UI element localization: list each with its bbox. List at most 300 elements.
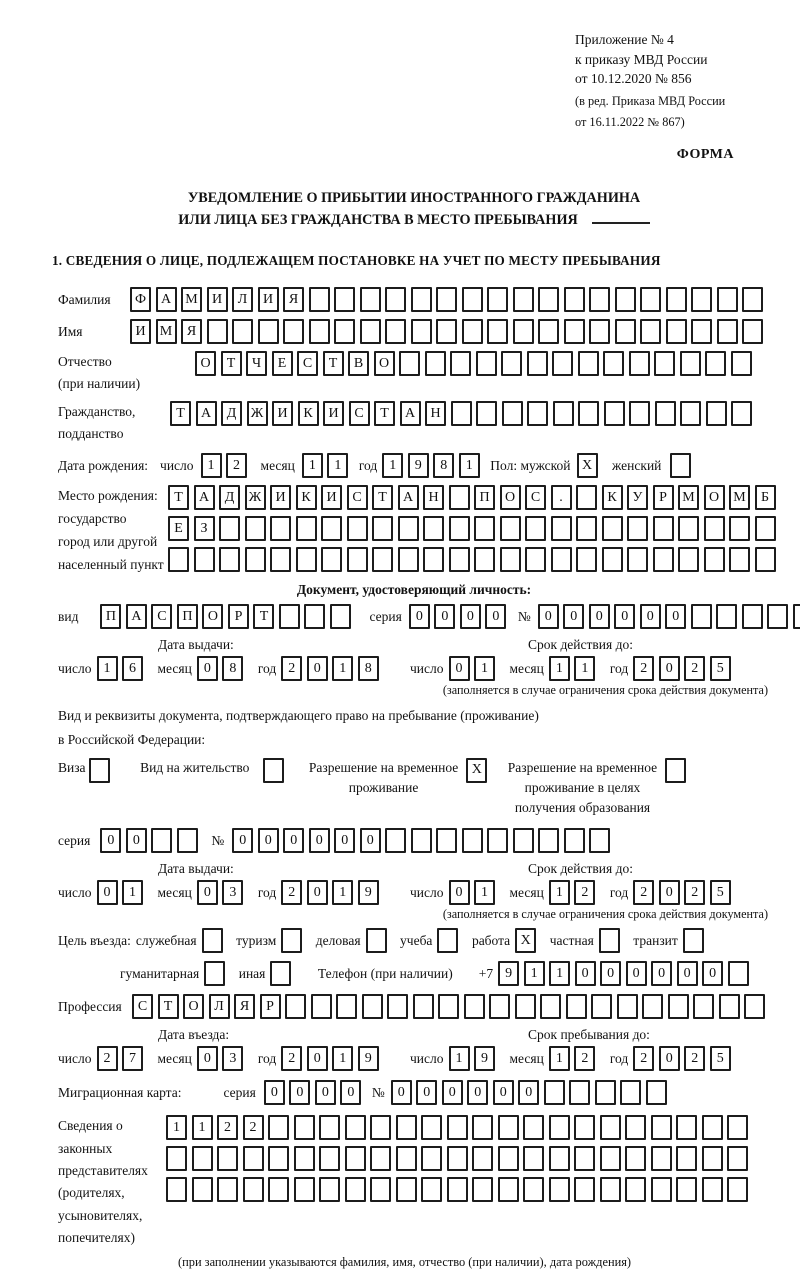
residence-permit-checkbox[interactable] <box>263 758 289 783</box>
char-box[interactable]: 0 <box>100 828 121 853</box>
citizenship-boxes[interactable] <box>170 401 757 426</box>
char-box[interactable] <box>589 319 610 344</box>
char-box[interactable]: М <box>181 287 202 312</box>
char-box[interactable]: И <box>270 485 291 510</box>
char-box[interactable] <box>538 287 559 312</box>
char-box[interactable] <box>615 319 636 344</box>
char-box[interactable] <box>642 994 663 1019</box>
char-box[interactable] <box>281 928 302 953</box>
doc-series-boxes[interactable] <box>409 604 511 629</box>
char-box[interactable]: X <box>515 928 536 953</box>
char-box[interactable]: 1 <box>549 1046 570 1071</box>
char-box[interactable] <box>640 319 661 344</box>
char-box[interactable] <box>285 994 306 1019</box>
residence-number-boxes[interactable] <box>232 828 615 853</box>
char-box[interactable] <box>693 994 714 1019</box>
entry-year[interactable] <box>281 1046 383 1071</box>
char-box[interactable] <box>462 319 483 344</box>
sex-male-checkbox[interactable] <box>577 453 603 478</box>
char-box[interactable]: 5 <box>710 880 731 905</box>
doc-type-boxes[interactable] <box>100 604 355 629</box>
char-box[interactable] <box>564 828 585 853</box>
char-box[interactable] <box>500 516 521 541</box>
char-box[interactable] <box>564 319 585 344</box>
char-box[interactable]: Я <box>283 287 304 312</box>
char-box[interactable]: 0 <box>677 961 698 986</box>
char-box[interactable] <box>334 319 355 344</box>
char-box[interactable] <box>515 994 536 1019</box>
char-box[interactable]: Т <box>168 485 189 510</box>
char-box[interactable] <box>549 1115 570 1140</box>
char-box[interactable]: 0 <box>460 604 481 629</box>
char-box[interactable]: 0 <box>307 880 328 905</box>
char-box[interactable] <box>523 1115 544 1140</box>
char-box[interactable] <box>450 351 471 376</box>
char-box[interactable]: 7 <box>122 1046 143 1071</box>
char-box[interactable] <box>449 547 470 572</box>
char-box[interactable] <box>498 1177 519 1202</box>
char-box[interactable]: 0 <box>659 656 680 681</box>
char-box[interactable]: Д <box>219 485 240 510</box>
purpose-other-checkbox[interactable] <box>270 961 296 986</box>
birthplace-row3-boxes[interactable] <box>168 547 780 572</box>
residence-valid-day[interactable] <box>449 880 500 905</box>
char-box[interactable] <box>413 994 434 1019</box>
char-box[interactable] <box>666 287 687 312</box>
char-box[interactable] <box>421 1115 442 1140</box>
char-box[interactable]: С <box>151 604 172 629</box>
sex-female-checkbox[interactable] <box>670 453 696 478</box>
char-box[interactable] <box>411 828 432 853</box>
char-box[interactable]: К <box>298 401 319 426</box>
char-box[interactable] <box>651 1146 672 1171</box>
char-box[interactable] <box>425 351 446 376</box>
char-box[interactable]: С <box>349 401 370 426</box>
char-box[interactable] <box>653 516 674 541</box>
char-box[interactable] <box>678 516 699 541</box>
char-box[interactable] <box>321 547 342 572</box>
char-box[interactable] <box>706 401 727 426</box>
char-box[interactable]: 1 <box>549 961 570 986</box>
patronymic-boxes[interactable] <box>195 351 756 376</box>
char-box[interactable] <box>627 547 648 572</box>
char-box[interactable] <box>704 516 725 541</box>
char-box[interactable] <box>549 1177 570 1202</box>
char-box[interactable]: 0 <box>626 961 647 986</box>
char-box[interactable] <box>449 516 470 541</box>
char-box[interactable] <box>151 828 172 853</box>
char-box[interactable] <box>462 828 483 853</box>
char-box[interactable]: 5 <box>710 656 731 681</box>
char-box[interactable]: 2 <box>684 656 705 681</box>
char-box[interactable] <box>204 961 225 986</box>
char-box[interactable]: Т <box>170 401 191 426</box>
char-box[interactable]: 2 <box>633 880 654 905</box>
char-box[interactable]: 1 <box>166 1115 187 1140</box>
char-box[interactable]: М <box>729 485 750 510</box>
char-box[interactable] <box>538 828 559 853</box>
char-box[interactable] <box>793 604 800 629</box>
char-box[interactable] <box>476 401 497 426</box>
char-box[interactable] <box>589 287 610 312</box>
char-box[interactable]: 0 <box>289 1080 310 1105</box>
char-box[interactable] <box>423 516 444 541</box>
char-box[interactable] <box>525 547 546 572</box>
char-box[interactable] <box>243 1146 264 1171</box>
char-box[interactable] <box>538 319 559 344</box>
char-box[interactable]: А <box>156 287 177 312</box>
char-box[interactable] <box>670 453 691 478</box>
char-box[interactable] <box>549 1146 570 1171</box>
char-box[interactable] <box>89 758 110 783</box>
char-box[interactable] <box>527 351 548 376</box>
birthplace-row2-boxes[interactable] <box>168 516 780 541</box>
char-box[interactable]: М <box>156 319 177 344</box>
residence-issue-day[interactable] <box>97 880 148 905</box>
char-box[interactable] <box>370 1115 391 1140</box>
char-box[interactable] <box>309 287 330 312</box>
char-box[interactable]: 0 <box>493 1080 514 1105</box>
char-box[interactable] <box>436 287 457 312</box>
char-box[interactable]: 1 <box>327 453 348 478</box>
char-box[interactable]: О <box>195 351 216 376</box>
char-box[interactable] <box>447 1177 468 1202</box>
char-box[interactable] <box>651 1177 672 1202</box>
char-box[interactable]: 0 <box>283 828 304 853</box>
char-box[interactable]: 0 <box>449 880 470 905</box>
char-box[interactable]: 8 <box>358 656 379 681</box>
char-box[interactable]: Ф <box>130 287 151 312</box>
char-box[interactable] <box>625 1146 646 1171</box>
char-box[interactable] <box>283 319 304 344</box>
char-box[interactable]: 0 <box>360 828 381 853</box>
char-box[interactable] <box>620 1080 641 1105</box>
char-box[interactable]: К <box>296 485 317 510</box>
residence-issue-month[interactable] <box>197 880 248 905</box>
char-box[interactable] <box>489 994 510 1019</box>
char-box[interactable] <box>716 604 737 629</box>
char-box[interactable]: 0 <box>600 961 621 986</box>
char-box[interactable]: О <box>183 994 204 1019</box>
char-box[interactable] <box>600 1146 621 1171</box>
char-box[interactable] <box>268 1177 289 1202</box>
char-box[interactable] <box>472 1177 493 1202</box>
char-box[interactable] <box>194 547 215 572</box>
char-box[interactable]: 9 <box>358 880 379 905</box>
char-box[interactable] <box>629 401 650 426</box>
char-box[interactable]: 2 <box>574 1046 595 1071</box>
char-box[interactable] <box>617 994 638 1019</box>
char-box[interactable]: А <box>194 485 215 510</box>
char-box[interactable] <box>676 1177 697 1202</box>
char-box[interactable] <box>360 319 381 344</box>
identity-issue-month[interactable] <box>197 656 248 681</box>
char-box[interactable]: О <box>704 485 725 510</box>
char-box[interactable] <box>423 547 444 572</box>
char-box[interactable] <box>576 516 597 541</box>
char-box[interactable] <box>345 1146 366 1171</box>
char-box[interactable] <box>574 1146 595 1171</box>
char-box[interactable] <box>615 287 636 312</box>
char-box[interactable] <box>396 1146 417 1171</box>
char-box[interactable]: В <box>348 351 369 376</box>
identity-issue-day[interactable] <box>97 656 148 681</box>
char-box[interactable] <box>501 351 522 376</box>
birthplace-row1-boxes[interactable] <box>168 485 780 510</box>
char-box[interactable] <box>270 516 291 541</box>
char-box[interactable]: 0 <box>197 656 218 681</box>
char-box[interactable] <box>462 287 483 312</box>
char-box[interactable] <box>513 319 534 344</box>
char-box[interactable] <box>447 1146 468 1171</box>
char-box[interactable] <box>268 1146 289 1171</box>
identity-issue-year[interactable] <box>281 656 383 681</box>
char-box[interactable]: А <box>400 401 421 426</box>
char-box[interactable] <box>564 287 585 312</box>
char-box[interactable] <box>243 1177 264 1202</box>
char-box[interactable] <box>345 1115 366 1140</box>
char-box[interactable]: 1 <box>332 880 353 905</box>
char-box[interactable] <box>599 928 620 953</box>
residence-valid-year[interactable] <box>633 880 735 905</box>
char-box[interactable] <box>268 1115 289 1140</box>
char-box[interactable]: Я <box>181 319 202 344</box>
char-box[interactable]: А <box>398 485 419 510</box>
char-box[interactable] <box>319 1115 340 1140</box>
char-box[interactable]: И <box>207 287 228 312</box>
char-box[interactable] <box>742 287 763 312</box>
char-box[interactable]: Т <box>253 604 274 629</box>
char-box[interactable] <box>436 319 457 344</box>
char-box[interactable]: 0 <box>309 828 330 853</box>
stay-day[interactable] <box>449 1046 500 1071</box>
char-box[interactable]: 0 <box>640 604 661 629</box>
char-box[interactable] <box>294 1115 315 1140</box>
char-box[interactable]: Б <box>755 485 776 510</box>
doc-number-boxes[interactable] <box>538 604 800 629</box>
char-box[interactable] <box>347 516 368 541</box>
char-box[interactable]: 3 <box>222 880 243 905</box>
char-box[interactable] <box>691 604 712 629</box>
char-box[interactable] <box>544 1080 565 1105</box>
char-box[interactable] <box>396 1177 417 1202</box>
char-box[interactable] <box>640 287 661 312</box>
char-box[interactable] <box>574 1115 595 1140</box>
char-box[interactable] <box>625 1177 646 1202</box>
char-box[interactable] <box>523 1177 544 1202</box>
char-box[interactable] <box>319 1146 340 1171</box>
char-box[interactable]: 0 <box>334 828 355 853</box>
char-box[interactable]: 1 <box>382 453 403 478</box>
char-box[interactable] <box>702 1177 723 1202</box>
char-box[interactable]: 1 <box>459 453 480 478</box>
char-box[interactable]: 0 <box>665 604 686 629</box>
char-box[interactable]: 1 <box>302 453 323 478</box>
char-box[interactable] <box>742 604 763 629</box>
char-box[interactable]: 3 <box>222 1046 243 1071</box>
char-box[interactable]: 2 <box>574 880 595 905</box>
char-box[interactable]: И <box>258 287 279 312</box>
char-box[interactable]: И <box>130 319 151 344</box>
char-box[interactable]: 2 <box>226 453 247 478</box>
char-box[interactable] <box>472 1146 493 1171</box>
char-box[interactable]: И <box>323 401 344 426</box>
char-box[interactable] <box>729 516 750 541</box>
residence-issue-year[interactable] <box>281 880 383 905</box>
char-box[interactable] <box>192 1177 213 1202</box>
phone-boxes[interactable] <box>498 961 753 986</box>
char-box[interactable]: О <box>202 604 223 629</box>
char-box[interactable]: И <box>272 401 293 426</box>
identity-valid-month[interactable] <box>549 656 600 681</box>
legal-row3-boxes[interactable] <box>166 1177 753 1202</box>
char-box[interactable] <box>219 516 240 541</box>
char-box[interactable] <box>411 319 432 344</box>
char-box[interactable] <box>731 401 752 426</box>
char-box[interactable] <box>396 1115 417 1140</box>
char-box[interactable] <box>362 994 383 1019</box>
char-box[interactable] <box>487 287 508 312</box>
char-box[interactable]: Н <box>425 401 446 426</box>
char-box[interactable] <box>387 994 408 1019</box>
char-box[interactable] <box>474 547 495 572</box>
char-box[interactable]: 1 <box>332 1046 353 1071</box>
migration-series-boxes[interactable] <box>264 1080 366 1105</box>
purpose-private-checkbox[interactable] <box>599 928 625 953</box>
surname-boxes[interactable] <box>130 287 768 312</box>
char-box[interactable]: С <box>297 351 318 376</box>
char-box[interactable] <box>270 961 291 986</box>
char-box[interactable] <box>192 1146 213 1171</box>
char-box[interactable] <box>578 401 599 426</box>
char-box[interactable]: 0 <box>197 880 218 905</box>
char-box[interactable]: Т <box>158 994 179 1019</box>
char-box[interactable] <box>719 994 740 1019</box>
char-box[interactable] <box>513 828 534 853</box>
char-box[interactable] <box>438 994 459 1019</box>
char-box[interactable]: 0 <box>307 656 328 681</box>
char-box[interactable] <box>595 1080 616 1105</box>
char-box[interactable]: С <box>347 485 368 510</box>
char-box[interactable] <box>574 1177 595 1202</box>
char-box[interactable] <box>717 287 738 312</box>
char-box[interactable]: Т <box>221 351 242 376</box>
char-box[interactable] <box>270 547 291 572</box>
char-box[interactable] <box>767 604 788 629</box>
char-box[interactable]: 0 <box>264 1080 285 1105</box>
char-box[interactable] <box>589 828 610 853</box>
char-box[interactable]: 2 <box>684 1046 705 1071</box>
char-box[interactable]: Е <box>168 516 189 541</box>
char-box[interactable] <box>602 516 623 541</box>
char-box[interactable]: Ж <box>245 485 266 510</box>
char-box[interactable]: 1 <box>192 1115 213 1140</box>
char-box[interactable]: 0 <box>485 604 506 629</box>
char-box[interactable]: 1 <box>97 656 118 681</box>
char-box[interactable] <box>279 604 300 629</box>
char-box[interactable]: 1 <box>549 880 570 905</box>
entry-day[interactable] <box>97 1046 148 1071</box>
purpose-humanitarian-checkbox[interactable] <box>204 961 230 986</box>
birth-year-boxes[interactable] <box>382 453 484 478</box>
char-box[interactable]: 2 <box>684 880 705 905</box>
char-box[interactable] <box>372 516 393 541</box>
char-box[interactable] <box>436 828 457 853</box>
char-box[interactable] <box>727 1115 748 1140</box>
stay-month[interactable] <box>549 1046 600 1071</box>
char-box[interactable]: 0 <box>518 1080 539 1105</box>
char-box[interactable]: 0 <box>702 961 723 986</box>
char-box[interactable]: Т <box>374 401 395 426</box>
char-box[interactable] <box>653 547 674 572</box>
char-box[interactable] <box>385 319 406 344</box>
char-box[interactable]: 2 <box>243 1115 264 1140</box>
char-box[interactable]: Р <box>260 994 281 1019</box>
char-box[interactable] <box>345 1177 366 1202</box>
char-box[interactable] <box>487 828 508 853</box>
char-box[interactable] <box>309 319 330 344</box>
char-box[interactable] <box>217 1177 238 1202</box>
migration-number-boxes[interactable] <box>391 1080 672 1105</box>
char-box[interactable]: 0 <box>659 880 680 905</box>
purpose-business-checkbox[interactable] <box>202 928 228 953</box>
char-box[interactable]: 0 <box>449 656 470 681</box>
char-box[interactable] <box>232 319 253 344</box>
char-box[interactable]: 2 <box>97 1046 118 1071</box>
char-box[interactable]: О <box>500 485 521 510</box>
char-box[interactable] <box>691 287 712 312</box>
char-box[interactable]: Р <box>228 604 249 629</box>
char-box[interactable] <box>311 994 332 1019</box>
char-box[interactable]: О <box>374 351 395 376</box>
char-box[interactable]: П <box>100 604 121 629</box>
char-box[interactable] <box>411 287 432 312</box>
char-box[interactable] <box>399 351 420 376</box>
char-box[interactable]: 0 <box>409 604 430 629</box>
char-box[interactable]: 1 <box>122 880 143 905</box>
char-box[interactable]: 0 <box>258 828 279 853</box>
givenname-boxes[interactable] <box>130 319 768 344</box>
char-box[interactable] <box>207 319 228 344</box>
purpose-tourism-checkbox[interactable] <box>281 928 307 953</box>
char-box[interactable] <box>370 1146 391 1171</box>
temp-residence-checkbox[interactable] <box>466 758 492 783</box>
residence-series-boxes[interactable] <box>100 828 202 853</box>
char-box[interactable]: 0 <box>434 604 455 629</box>
char-box[interactable] <box>319 1177 340 1202</box>
char-box[interactable] <box>366 928 387 953</box>
char-box[interactable]: 9 <box>358 1046 379 1071</box>
char-box[interactable]: 9 <box>408 453 429 478</box>
char-box[interactable] <box>513 287 534 312</box>
char-box[interactable] <box>498 1115 519 1140</box>
char-box[interactable] <box>678 547 699 572</box>
char-box[interactable] <box>258 319 279 344</box>
legal-row2-boxes[interactable] <box>166 1146 753 1171</box>
char-box[interactable]: 0 <box>614 604 635 629</box>
char-box[interactable] <box>464 994 485 1019</box>
char-box[interactable] <box>487 319 508 344</box>
char-box[interactable]: 0 <box>126 828 147 853</box>
char-box[interactable] <box>347 547 368 572</box>
char-box[interactable]: Т <box>372 485 393 510</box>
char-box[interactable] <box>525 516 546 541</box>
char-box[interactable] <box>421 1146 442 1171</box>
char-box[interactable]: Д <box>221 401 242 426</box>
char-box[interactable] <box>666 319 687 344</box>
char-box[interactable] <box>421 1177 442 1202</box>
char-box[interactable]: 8 <box>222 656 243 681</box>
